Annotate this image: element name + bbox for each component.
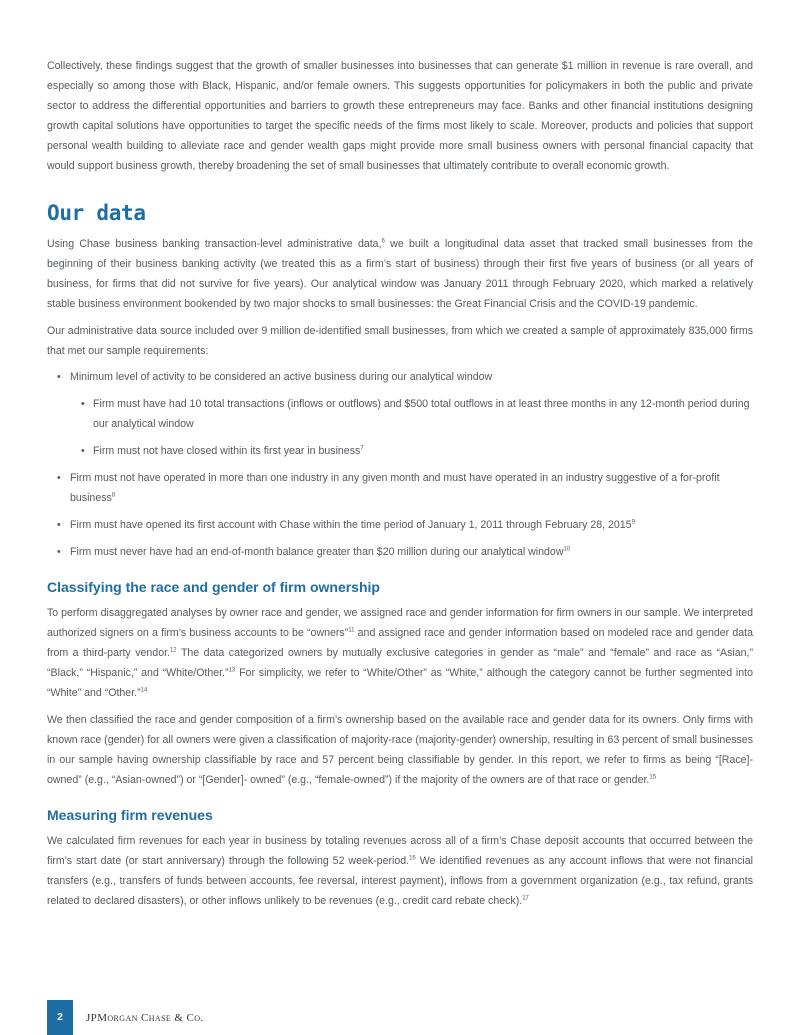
page-footer [47, 1000, 204, 1035]
footnote-ref[interactable]: 11 [348, 627, 355, 634]
list-item: • Firm must have had 10 total transactions (inflows or outflows) and $500 total outflows in at least three months in any 12-month period during our analytical window [47, 394, 753, 434]
footnote-ref[interactable]: 17 [522, 895, 529, 902]
list-item: • Firm must not have closed within its first year in business$^7$ [47, 441, 753, 461]
footnote-ref[interactable]: 7 [360, 445, 364, 452]
our-data-paragraph-2: Our administrative data source included over 9 million de-identified small businesses, from which we created a sample of approximately 835,000 firms that met our sample requirements: [47, 325, 753, 357]
footnote-ref[interactable]: 12 [169, 647, 177, 654]
footnote-ref[interactable]: 15 [649, 774, 657, 781]
footnote-ref[interactable]: 14 [140, 687, 148, 694]
classifying-paragraph-1: To perform disaggregated analyses by owner race and gender, we assigned race and gender information for firm owners in our sample. We interpreted authorized signers on a firm’s business accounts to be “owners”$^{11}$ and assigned race and gender information based on modeled race and gender data from a third-party vendor.$^{12}$ The data categorized owners by mutually exclusive categories in gender as “male” and “female” and race as “Asian,” “Black,” “Hispanic,” and “White/Other.”$^{13}$ For simplicity, we refer to “White/Other” as “White,” although the category cannot be further segmented into “White” and “Other.”$^{14}$ [47, 607, 753, 699]
measuring-paragraph-1: We calculated firm revenues for each year in business by totaling revenues across all of a firm’s Chase deposit accounts that occurred between the firm’s start date (or start anniversary) through the following 52 week-period.$^{16}$ We identified revenues as any account inflows that were not financial transfers (e.g., transfers of funds between accounts, fee reversal, interest payment), inflows from a government organization (e.g., tax refund, grants related to declared disasters), or other inflows unlikely to be revenues (e.g., credit card rebate check).$^{17}$ [47, 835, 753, 907]
sample-requirements-list [47, 367, 753, 562]
page-content [47, 56, 753, 911]
footnote-ref[interactable]: 6 [381, 238, 385, 245]
footnote-ref[interactable]: 8 [111, 492, 116, 499]
intro-paragraph: Collectively, these findings suggest that the growth of smaller businesses into businesses that can generate $1 million in revenue is rare overall, and especially so among those with Black, Hispanic, and/or female owners. This suggests opportunities for policymakers in both the public and private sector to address the differential opportunities and barriers to growth these entrepreneurs may face. Banks and other financial institutions designing growth capital solutions have opportunities to target the specific needs of the firms most likely to scale. Moreover, products and policies that support personal wealth building to alleviate race and gender wealth gaps might provide more small business owners with personal financial capacity that would support business growth, thereby broadening the set of small businesses that ultimately contribute to overall economic growth. [47, 60, 753, 172]
page-number: 2 [47, 1000, 73, 1035]
list-item: • Minimum level of activity to be considered an active business during our analytical window [47, 367, 753, 387]
our-data-paragraph-1: Using Chase business banking transaction-level administrative data,$^6$ we built a longitudinal data asset that tracked small businesses from the beginning of their business banking activity (we treated this as a firm’s start of business) through their first five years of business (or all years of business, for firms that did not survive for five years). Our analytical window was January 2011 through February 2020, which marked a relatively stable business environment bookended by two major shocks to small businesses: the Great Financial Crisis and the COVID-19 pandemic. [47, 238, 753, 310]
footnote-ref[interactable]: 10 [563, 546, 571, 553]
list-item: • Firm must not have operated in more than one industry in any given month and must have operated in an industry suggestive of a for-profit business$^8$ [47, 468, 753, 508]
classifying-paragraph-2: We then classified the race and gender composition of a firm’s ownership based on the available race and gender data for its owners. Only firms with known race (gender) for all owners were given a classification of majority-race (majority-gender) ownership, resulting in 63 percent of small businesses in our sample having ownership classifiable by race and 57 percent being classifiable by gender. In this report, we refer to firms as being “[Race]-owned” (e.g., “Asian-owned”) or “[Gender]- owned” (e.g., “female-owned”) if the majority of the owners are of that race or gender.$^{15}$ [47, 714, 753, 786]
footnote-ref[interactable]: 13 [228, 667, 236, 674]
brand-logo-text: JPMorgan Chase & Co. [86, 1011, 204, 1024]
list-item: • Firm must have opened its first account with Chase within the time period of January 1, 2011 through February 28, 2015$^9$ [47, 515, 753, 535]
footnote-ref[interactable]: 9 [631, 519, 635, 526]
section-heading-our-data: Our data [47, 201, 146, 225]
footnote-ref[interactable]: 16 [409, 855, 416, 862]
list-item: • Firm must never have had an end-of-month balance greater than $20 million during our analytical window$^{10}$ [47, 542, 753, 562]
subsection-heading-measuring: Measuring firm revenues [47, 807, 213, 823]
subsection-heading-classifying: Classifying the race and gender of firm ownership [47, 579, 380, 595]
